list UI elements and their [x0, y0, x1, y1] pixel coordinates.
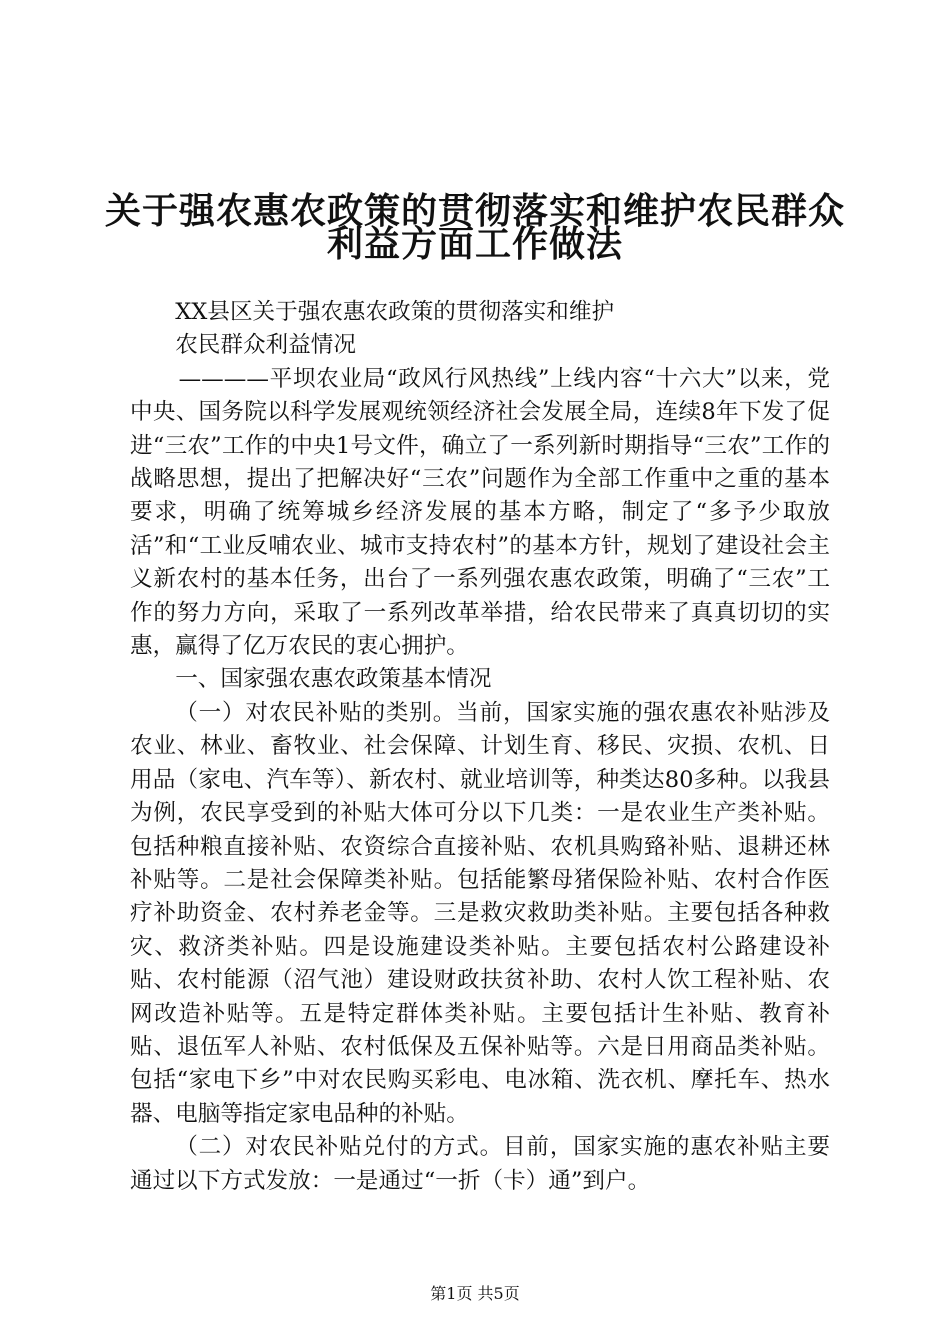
subtitle-line-1: XX县区关于强农惠农政策的贯彻落实和维护 — [175, 299, 615, 325]
subsidy-payment-paragraph: （二）对农民补贴兑付的方式。目前，国家实施的惠农补贴主要通过以下方式发放：一是通过“一折（卡）通”到户。 — [130, 1134, 830, 1194]
page-number: 第1页 — [430, 1284, 473, 1303]
document-title-line-2: 利益方面工作做法 — [326, 223, 623, 265]
intro-paragraph: ————平坝农业局“政风行风热线”上线内容“十六大”以来，党中央、国务院以科学发展观统领经济社会发展全局，连续8年下发了促进“三农”工作的中央1号文件，确立了一系列新时期指导“三农”工作的战略思想，提出了把解决好“三农”问题作为全部工作重中之重的基本要求，明确了统筹城乡经济发展的基本方略，制定了“多予少取放活”和“工业反哺农业、城市支持农村”的基本方针，规划了建设社会主义新农村的基本任务，出台了一系列强农惠农政策，明确了“三农”工作的努力方向，采取了一系列改革举措，给农民带来了真真切切的实惠，赢得了亿万农民的衷心拥护。 — [130, 365, 830, 660]
document-body — [130, 296, 830, 1198]
page-total: 共5页 — [477, 1284, 520, 1303]
page-footer — [0, 1283, 950, 1305]
subsidy-categories-paragraph: （一）对农民补贴的类别。当前，国家实施的强农惠农补贴涉及农业、林业、畜牧业、社会保障、计划生育、移民、灾损、农机、日用品（家电、汽车等）、新农村、就业培训等，种类达80多种。以我县为例，农民享受到的补贴大体可分以下几类：一是农业生产类补贴。包括种粮直接补贴、农资综合直接补贴、农机具购臵补贴、退耕还林补贴等。二是社会保障类补贴。包括能繁母猪保险补贴、农村合作医疗补助资金、农村养老金等。三是救灾救助类补贴。主要包括各种救灾、救济类补贴。四是设施建设类补贴。主要包括农村公路建设补贴、农村能源（沼气池）建设财政扶贫补助、农村人饮工程补贴、农网改造补贴等。五是特定群体类补贴。主要包括计生补贴、教育补贴、退伍军人补贴、农村低保及五保补贴等。六是日用商品类补贴。包括“家电下乡”中对农民购买彩电、电冰箱、洗衣机、摩托车、热水器、电脑等指定家电品种的补贴。 — [130, 699, 830, 1127]
subtitle-line-2: 农民群众利益情况 — [175, 332, 356, 359]
document-title-line-1: 关于强农惠农政策的贯彻落实和维护农民群众 — [104, 190, 845, 232]
section-heading-1: 一、国家强农惠农政策基本情况 — [175, 666, 492, 693]
